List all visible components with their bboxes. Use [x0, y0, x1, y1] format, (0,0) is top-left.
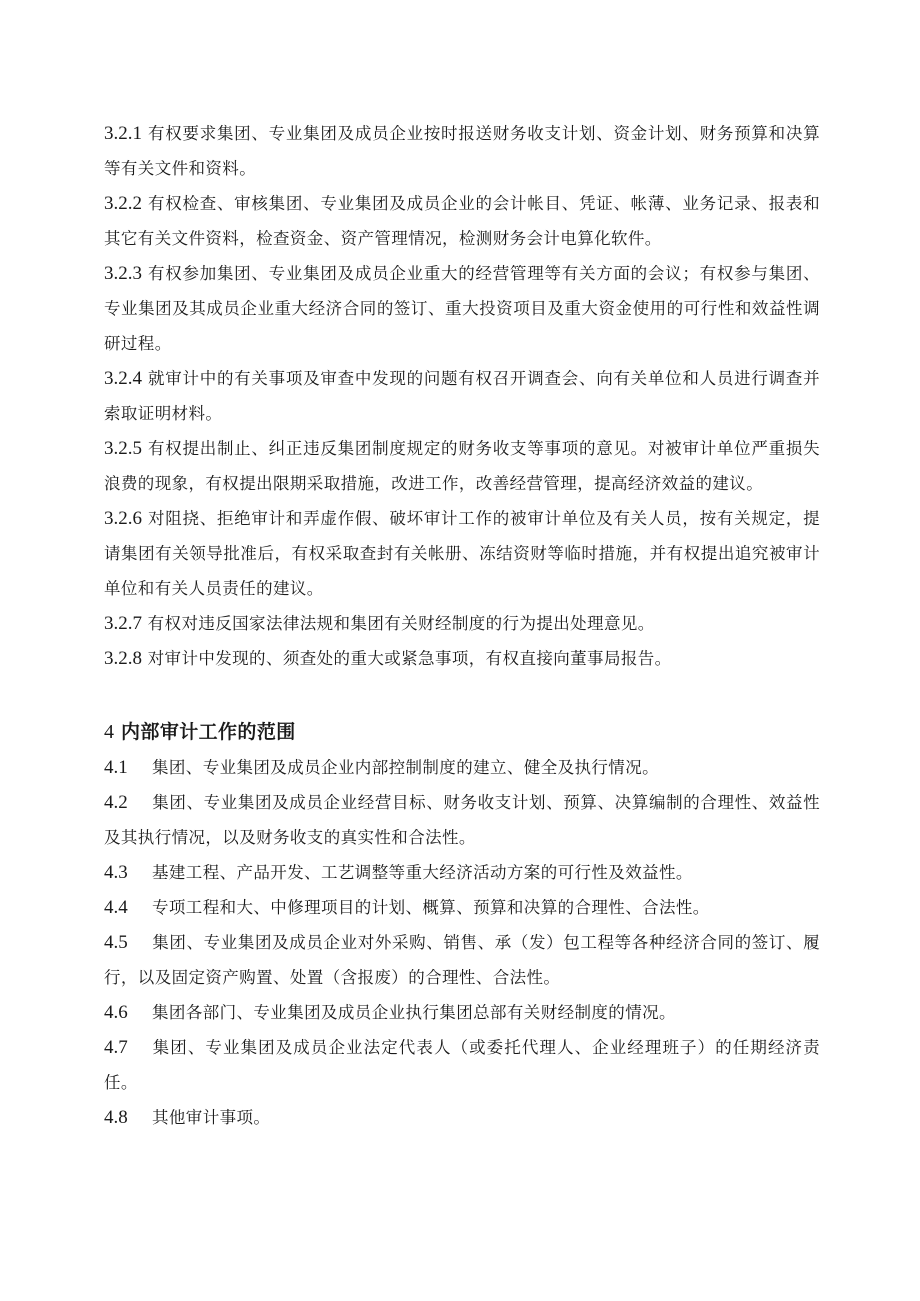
clause-3-2-1 — [104, 116, 820, 186]
clause-text: 专项工程和大、中修理项目的计划、概算、预算和决算的合理性、合法性。 — [152, 898, 710, 917]
clause-number: 3.2.3 — [104, 263, 142, 284]
clause-3-2-5 — [104, 431, 820, 501]
clause-4-8 — [104, 1100, 820, 1135]
clause-number: 4.6 — [104, 1002, 128, 1023]
clause-number: 3.2.5 — [104, 438, 142, 459]
clause-number: 3.2.6 — [104, 508, 142, 529]
clause-number: 4.7 — [104, 1037, 128, 1058]
clause-4-3 — [104, 855, 820, 890]
clause-text: 集团、专业集团及成员企业对外采购、销售、承（发）包工程等各种经济合同的签订、履行，以及固定资产购置、处置（含报废）的合理性、合法性。 — [104, 933, 820, 987]
section-number: 4 — [104, 721, 114, 743]
clause-3-2-6 — [104, 501, 820, 606]
clause-text: 有权要求集团、专业集团及成员企业按时报送财务收支计划、资金计划、财务预算和决算等有关文件和资料。 — [104, 124, 820, 178]
clause-number: 4.8 — [104, 1107, 128, 1128]
clause-4-1 — [104, 750, 820, 785]
clause-text: 集团、专业集团及成员企业内部控制制度的建立、健全及执行情况。 — [152, 758, 659, 777]
clause-number: 3.2.1 — [104, 123, 142, 144]
clause-text: 有权提出制止、纠正违反集团制度规定的财务收支等事项的意见。对被审计单位严重损失浪费的现象，有权提出限期采取措施，改进工作，改善经营管理，提高经济效益的建议。 — [104, 439, 820, 493]
clause-text: 对审计中发现的、须查处的重大或紧急事项，有权直接向董事局报告。 — [147, 649, 672, 668]
section-4-list — [104, 750, 820, 1135]
section-4-heading — [104, 714, 820, 750]
clause-number: 3.2.4 — [104, 368, 142, 389]
clause-text: 集团各部门、专业集团及成员企业执行集团总部有关财经制度的情况。 — [152, 1003, 676, 1022]
clause-3-2-4 — [104, 361, 820, 431]
document-page — [104, 116, 820, 1135]
clause-text: 有权对违反国家法律法规和集团有关财经制度的行为提出处理意见。 — [147, 614, 655, 633]
clause-number: 3.2.8 — [104, 648, 142, 669]
clause-4-6 — [104, 995, 820, 1030]
clause-text: 有权检查、审核集团、专业集团及成员企业的会计帐目、凭证、帐薄、业务记录、报表和其它有关文件资料，检查资金、资产管理情况，检测财务会计电算化软件。 — [104, 194, 820, 248]
clause-text: 就审计中的有关事项及审查中发现的问题有权召开调查会、向有关单位和人员进行调查并索取证明材料。 — [104, 369, 820, 423]
clause-number: 4.5 — [104, 932, 128, 953]
clause-4-7 — [104, 1030, 820, 1100]
clause-4-4 — [104, 890, 820, 925]
clause-text: 其他审计事项。 — [152, 1108, 271, 1127]
clause-number: 3.2.7 — [104, 613, 142, 634]
clause-number: 4.4 — [104, 897, 128, 918]
clause-4-2 — [104, 785, 820, 855]
clause-3-2-3 — [104, 256, 820, 361]
clause-number: 4.2 — [104, 792, 128, 813]
clause-number: 4.3 — [104, 862, 128, 883]
clause-3-2-7 — [104, 606, 820, 641]
clause-text: 集团、专业集团及成员企业经营目标、财务收支计划、预算、决算编制的合理性、效益性及其执行情况，以及财务收支的真实性和合法性。 — [104, 793, 820, 847]
clause-4-5 — [104, 925, 820, 995]
clause-3-2-2 — [104, 186, 820, 256]
clause-3-2-8 — [104, 641, 820, 676]
clause-text: 基建工程、产品开发、工艺调整等重大经济活动方案的可行性及效益性。 — [152, 863, 693, 882]
clause-text: 集团、专业集团及成员企业法定代表人（或委托代理人、企业经理班子）的任期经济责任。 — [104, 1038, 820, 1092]
clause-text: 对阻挠、拒绝审计和弄虚作假、破坏审计工作的被审计单位及有关人员，按有关规定，提请集团有关领导批准后，有权采取查封有关帐册、冻结资财等临时措施，并有权提出追究被审计单位和有关人员责任的建议。 — [104, 509, 820, 598]
clause-text: 有权参加集团、专业集团及成员企业重大的经营管理等有关方面的会议；有权参与集团、专业集团及其成员企业重大经济合同的签订、重大投资项目及重大资金使用的可行性和效益性调研过程。 — [104, 264, 820, 353]
section-title: 内部审计工作的范围 — [121, 721, 296, 743]
clause-number: 4.1 — [104, 757, 128, 778]
clause-number: 3.2.2 — [104, 193, 142, 214]
section-3-2-list — [104, 116, 820, 676]
